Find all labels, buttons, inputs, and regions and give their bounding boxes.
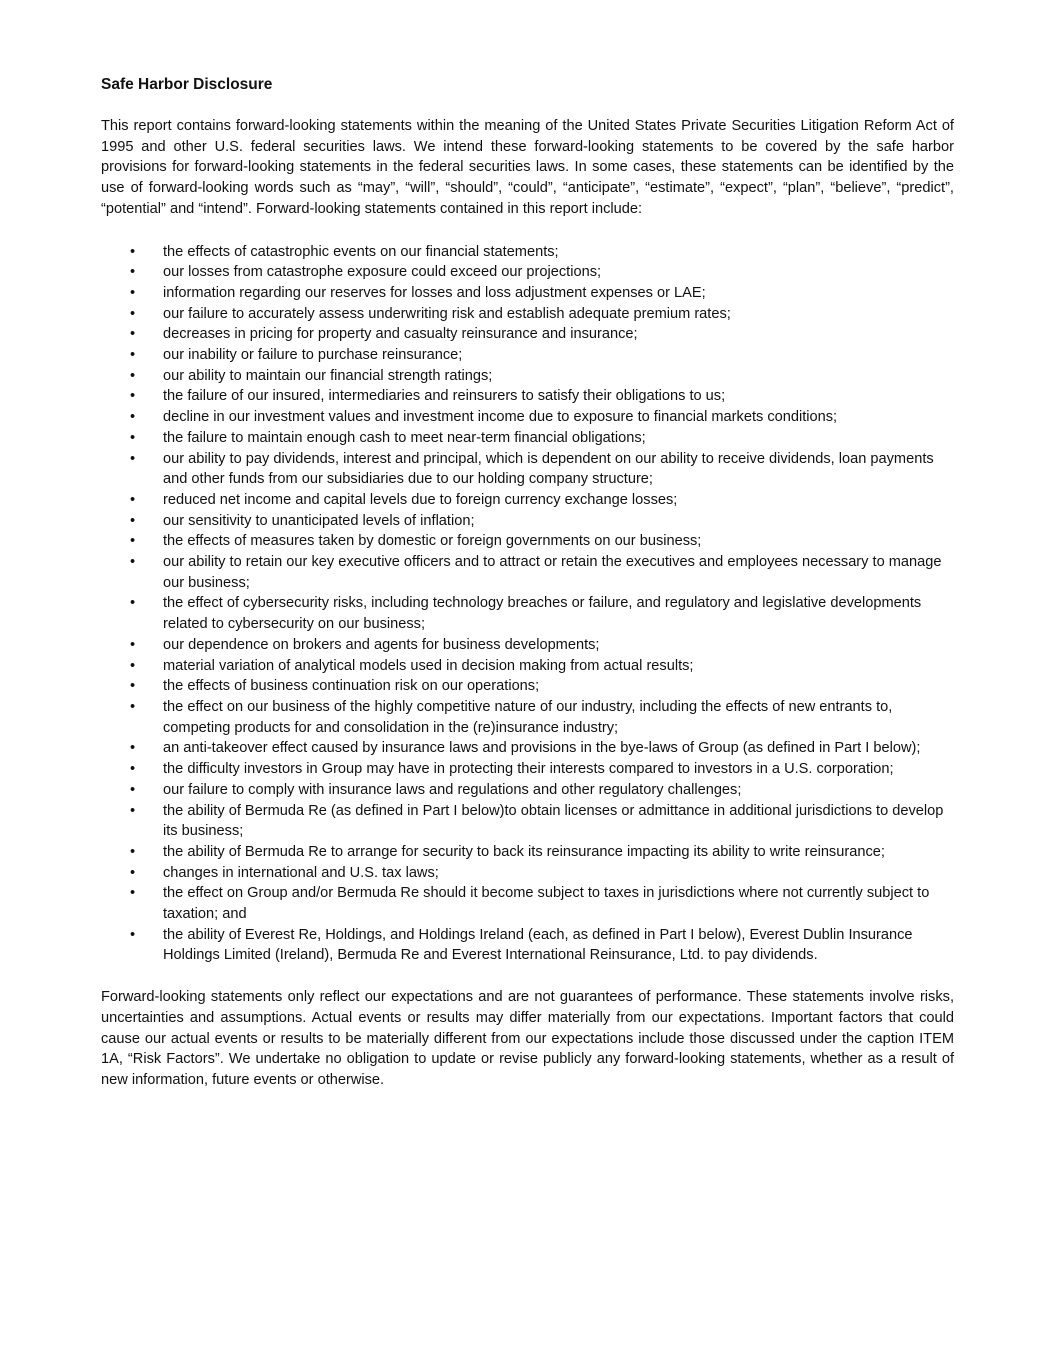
bullet-icon: • (130, 305, 136, 322)
list-item (101, 407, 954, 428)
list-item (101, 676, 954, 697)
list-item-text: the effects of business continuation risk on our operations; (163, 678, 540, 695)
list-item-text: reduced net income and capital levels due to foreign currency exchange losses; (163, 491, 678, 508)
bullet-icon: • (130, 243, 136, 260)
list-item-text: the failure of our insured, intermediaries and reinsurers to satisfy their obligations to us; (163, 388, 726, 405)
list-item-text: our losses from catastrophe exposure could exceed our projections; (163, 264, 602, 281)
list-item (101, 697, 954, 738)
bullet-icon: • (130, 761, 136, 778)
list-item-text: our sensitivity to unanticipated levels of inflation; (163, 512, 475, 529)
list-item (101, 656, 954, 677)
bullet-icon: • (130, 512, 136, 529)
bullet-icon: • (130, 409, 136, 426)
list-item (101, 842, 954, 863)
bullet-icon: • (130, 926, 136, 943)
list-item-text: the ability of Bermuda Re to arrange for security to back its reinsurance impacting its ability to write reinsurance; (163, 843, 885, 860)
list-item-text: the effect of cybersecurity risks, including technology breaches or failure, and regulatory and legislative developments related to cybersecurity on our business; (163, 595, 922, 633)
list-item (101, 262, 954, 283)
list-item-text: the effect on our business of the highly competitive nature of our industry, including the effects of new entrants to, competing products for and consolidation in the (re)insurance industry; (163, 698, 893, 736)
bullet-icon: • (130, 554, 136, 571)
list-item (101, 366, 954, 387)
list-item (101, 780, 954, 801)
bullet-icon: • (130, 450, 136, 467)
bullet-icon: • (130, 491, 136, 508)
list-item (101, 593, 954, 634)
list-item (101, 283, 954, 304)
list-item-text: the effects of catastrophic events on our financial statements; (163, 243, 559, 260)
bullet-icon: • (130, 678, 136, 695)
list-item (101, 345, 954, 366)
list-item-text: the ability of Everest Re, Holdings, and Holdings Ireland (each, as defined in Part I below), Everest Dublin Insurance Holdings Limited (Ireland), Bermuda Re and Everest International Reinsurance, Ltd. to pay dividends. (163, 926, 913, 964)
list-item (101, 883, 954, 924)
list-item (101, 531, 954, 552)
document-page (101, 74, 954, 1091)
list-item-text: the effects of measures taken by domestic or foreign governments on our business; (163, 533, 702, 550)
bullet-icon: • (130, 843, 136, 860)
bullet-icon: • (130, 740, 136, 757)
list-item-text: the effect on Group and/or Bermuda Re should it become subject to taxes in jurisdictions where not currently subject to taxation; and (163, 885, 930, 923)
list-item-text: decline in our investment values and investment income due to exposure to financial markets conditions; (163, 409, 838, 426)
bullet-icon: • (130, 367, 136, 384)
list-item (101, 304, 954, 325)
intro-paragraph: This report contains forward-looking statements within the meaning of the United States Private Securities Litigation Reform Act of 1995 and other U.S. federal securities laws. We intend these forward-looking statements to be covered by the safe harbor provisions for forward-looking statements in the federal securities laws. In some cases, these statements can be identified by the use of forward-looking words such as “may”, “will”, “should”, “could”, “anticipate”, “estimate”, “expect”, “plan”, “believe”, “predict”, “potential” and “intend”. Forward-looking statements contained in this report include: (101, 118, 954, 217)
list-item-text: our ability to maintain our financial strength ratings; (163, 367, 493, 384)
list-item-text: the failure to maintain enough cash to meet near-term financial obligations; (163, 429, 646, 446)
bullet-icon: • (130, 388, 136, 405)
list-item-text: our dependence on brokers and agents for business developments; (163, 636, 600, 653)
list-item (101, 738, 954, 759)
list-item-text: the ability of Bermuda Re (as defined in Part I below)to obtain licenses or admittance in additional jurisdictions to develop its business; (163, 802, 944, 840)
list-item (101, 449, 954, 490)
list-item-text: changes in international and U.S. tax laws; (163, 864, 439, 881)
list-item (101, 324, 954, 345)
bullet-icon: • (130, 781, 136, 798)
page-title: Safe Harbor Disclosure (101, 76, 273, 93)
list-item-text: our ability to pay dividends, interest and principal, which is dependent on our ability to receive dividends, loan payments and other funds from our subsidiaries due to our holding company structure; (163, 450, 934, 488)
bullet-icon: • (130, 326, 136, 343)
list-item-text: information regarding our reserves for losses and loss adjustment expenses or LAE; (163, 284, 706, 301)
bullet-icon: • (130, 885, 136, 902)
bullet-icon: • (130, 595, 136, 612)
list-item-text: our failure to accurately assess underwriting risk and establish adequate premium rates; (163, 305, 731, 322)
list-item (101, 759, 954, 780)
list-item-text: our inability or failure to purchase reinsurance; (163, 347, 463, 364)
list-item-text: material variation of analytical models used in decision making from actual results; (163, 657, 694, 674)
list-item-text: the difficulty investors in Group may have in protecting their interests compared to investors in a U.S. corporation; (163, 761, 894, 778)
bullet-icon: • (130, 533, 136, 550)
list-item (101, 635, 954, 656)
list-item (101, 242, 954, 263)
list-item (101, 552, 954, 593)
list-item (101, 863, 954, 884)
list-item-text: decreases in pricing for property and casualty reinsurance and insurance; (163, 326, 638, 343)
list-item-text: our failure to comply with insurance laws and regulations and other regulatory challenges; (163, 781, 742, 798)
list-item-text: our ability to retain our key executive officers and to attract or retain the executives and employees necessary to manage our business; (163, 554, 942, 591)
list-item (101, 801, 954, 842)
list-item (101, 511, 954, 532)
list-item (101, 386, 954, 407)
bullet-icon: • (130, 284, 136, 301)
bullet-icon: • (130, 802, 136, 819)
bullet-icon: • (130, 636, 136, 653)
closing-paragraph: Forward-looking statements only reflect our expectations and are not guarantees of performance. These statements involve risks, uncertainties and assumptions. Actual events or results may differ materially from our expectations. Important factors that could cause our actual events or results to be materially different from our expectations include those discussed under the caption ITEM 1A, “Risk Factors”. We undertake no obligation to update or revise publicly any forward-looking statements, whether as a result of new information, future events or otherwise. (101, 989, 954, 1088)
list-item-text: an anti-takeover effect caused by insurance laws and provisions in the bye-laws of Group (as defined in Part I below); (163, 740, 921, 757)
forward-looking-list (101, 242, 954, 967)
list-item (101, 428, 954, 449)
bullet-icon: • (130, 264, 136, 281)
list-item (101, 490, 954, 511)
bullet-icon: • (130, 347, 136, 364)
bullet-icon: • (130, 429, 136, 446)
bullet-icon: • (130, 657, 136, 674)
list-item (101, 925, 954, 966)
bullet-icon: • (130, 698, 136, 715)
bullet-icon: • (130, 864, 136, 881)
